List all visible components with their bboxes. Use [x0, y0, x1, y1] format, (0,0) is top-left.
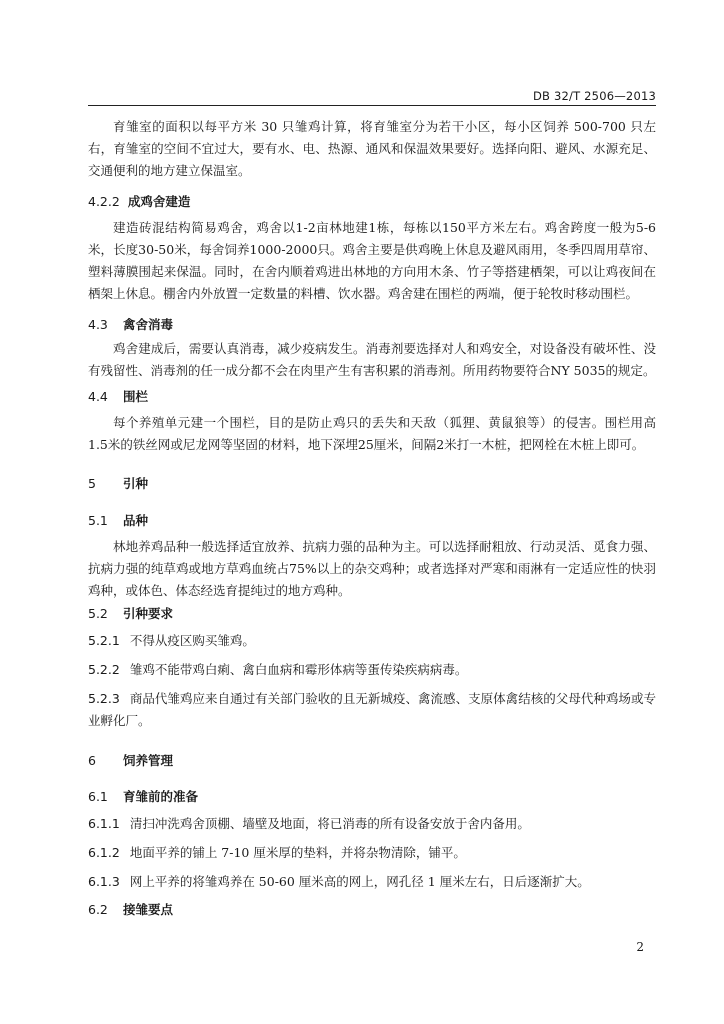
paragraph-adult-coop-construction: 建造砖混结构简易鸡舍，鸡舍以1-2亩林地建1栋，每栋以150平方米左右。鸡舍跨度一般为5-6米，长度30-50米，每舍饲养1000-2000只。鸡舍主要是供鸡晚上休息及避风雨用，冬季四周用草帘、塑料薄膜围起来保温。同时，在舍内顺着鸡进出林地的方向用木条、竹子等搭建栖架，可以让鸡夜间在栖架上休息。棚舍内外放置一定数量的料槽、饮水器。鸡舍建在围栏的两端，便于轮牧时移动围栏。: [88, 220, 656, 301]
header-rule: [88, 105, 656, 106]
heading-6-1: [88, 787, 656, 807]
clause-text: 商品代雏鸡应来自通过有关部门验收的且无新城疫、禽流感、支原体禽结核的父母代种鸡场或专业孵化厂。: [88, 691, 656, 728]
page-number: 2: [636, 940, 644, 954]
heading-5: [88, 474, 656, 494]
paragraph-coop-disinfection: 鸡舍建成后，需要认真消毒，减少疫病发生。消毒剂要选择对人和鸡安全，对设备没有破坏性、没有残留性、消毒剂的任一成分都不会在肉里产生有害积累的消毒剂。所用药物要符合NY 5035的规定。: [88, 341, 656, 378]
section-title: 育雏前的准备: [123, 789, 199, 804]
clause-text: 雏鸡不能带鸡白痢、禽白血病和霉形体病等蛋传染疾病病毒。: [129, 662, 468, 677]
clause-number: 5.2.2: [88, 662, 120, 677]
heading-6-2: [88, 900, 656, 920]
heading-6: [88, 751, 656, 771]
clause-number: 5.2.1: [88, 633, 120, 648]
section-number: 4.4: [88, 389, 108, 404]
heading-5-2: [88, 604, 656, 624]
clause-6-1-3: [88, 871, 656, 893]
section-number: 6.2: [88, 902, 108, 917]
heading-4-2-2: [88, 192, 656, 212]
section-title: 禽舍消毒: [123, 317, 174, 332]
document-standard-number: DB 32/T 2506—2013: [532, 89, 656, 103]
clause-text: 地面平养的铺上 7-10 厘米厚的垫料，并将杂物清除，铺平。: [129, 845, 466, 860]
section-title: 围栏: [123, 389, 149, 404]
clause-5-2-1: [88, 630, 656, 652]
heading-4-3: [88, 315, 656, 335]
section-number: 4.2.2: [88, 194, 120, 209]
clause-number: 6.1.3: [88, 874, 120, 889]
section-title: 引种: [123, 476, 149, 491]
section-title: 成鸡舍建造: [127, 194, 191, 209]
section-title: 接雏要点: [123, 902, 174, 917]
clause-text: 不得从疫区购买雏鸡。: [129, 633, 255, 648]
clause-number: 5.2.3: [88, 691, 120, 706]
paragraph-brooding-room: 育雏室的面积以每平方米 30 只雏鸡计算，将育雏室分为若干小区，每小区饲养 500-700 只左右，育雏室的空间不宜过大，要有水、电、热源、通风和保温效果要好。选择向阳、避风、水源充足、交通便利的地方建立保温室。: [88, 119, 656, 178]
clause-number: 6.1.1: [88, 816, 120, 831]
section-number: 6.1: [88, 789, 108, 804]
section-number: 5.1: [88, 513, 108, 528]
paragraph-breeds: 林地养鸡品种一般选择适宜放养、抗病力强的品种为主。可以选择耐粗放、行动灵活、觅食力强、抗病力强的纯草鸡或地方草鸡血统占75%以上的杂交鸡种；或者选择对严寒和雨淋有一定适应性的快羽鸡种，或体色、体态经选育提纯过的地方鸡种。: [88, 539, 656, 598]
section-number: 4.3: [88, 317, 108, 332]
heading-4-4: [88, 387, 656, 407]
clause-text: 清扫冲洗鸡舍顶棚、墙壁及地面，将已消毒的所有设备安放于舍内备用。: [129, 816, 530, 831]
section-number: 5.2: [88, 606, 108, 621]
clause-6-1-1: [88, 813, 656, 835]
paragraph-fencing: 每个养殖单元建一个围栏，目的是防止鸡只的丢失和天敌（狐狸、黄鼠狼等）的侵害。围栏用高1.5米的铁丝网或尼龙网等坚固的材料，地下深埋25厘米，间隔2米打一木桩，把网栓在木桩上即可。: [88, 415, 656, 452]
clause-6-1-2: [88, 842, 656, 864]
section-number: 6: [88, 753, 96, 768]
clause-text: 网上平养的将雏鸡养在 50-60 厘米高的网上，网孔径 1 厘米左右，日后逐渐扩大。: [129, 874, 590, 889]
clause-5-2-3: [88, 688, 656, 732]
clause-number: 6.1.2: [88, 845, 120, 860]
clause-5-2-2: [88, 659, 656, 681]
section-title: 饲养管理: [123, 753, 174, 768]
section-title: 引种要求: [123, 606, 174, 621]
heading-5-1: [88, 511, 656, 531]
section-number: 5: [88, 476, 96, 491]
section-title: 品种: [123, 513, 149, 528]
